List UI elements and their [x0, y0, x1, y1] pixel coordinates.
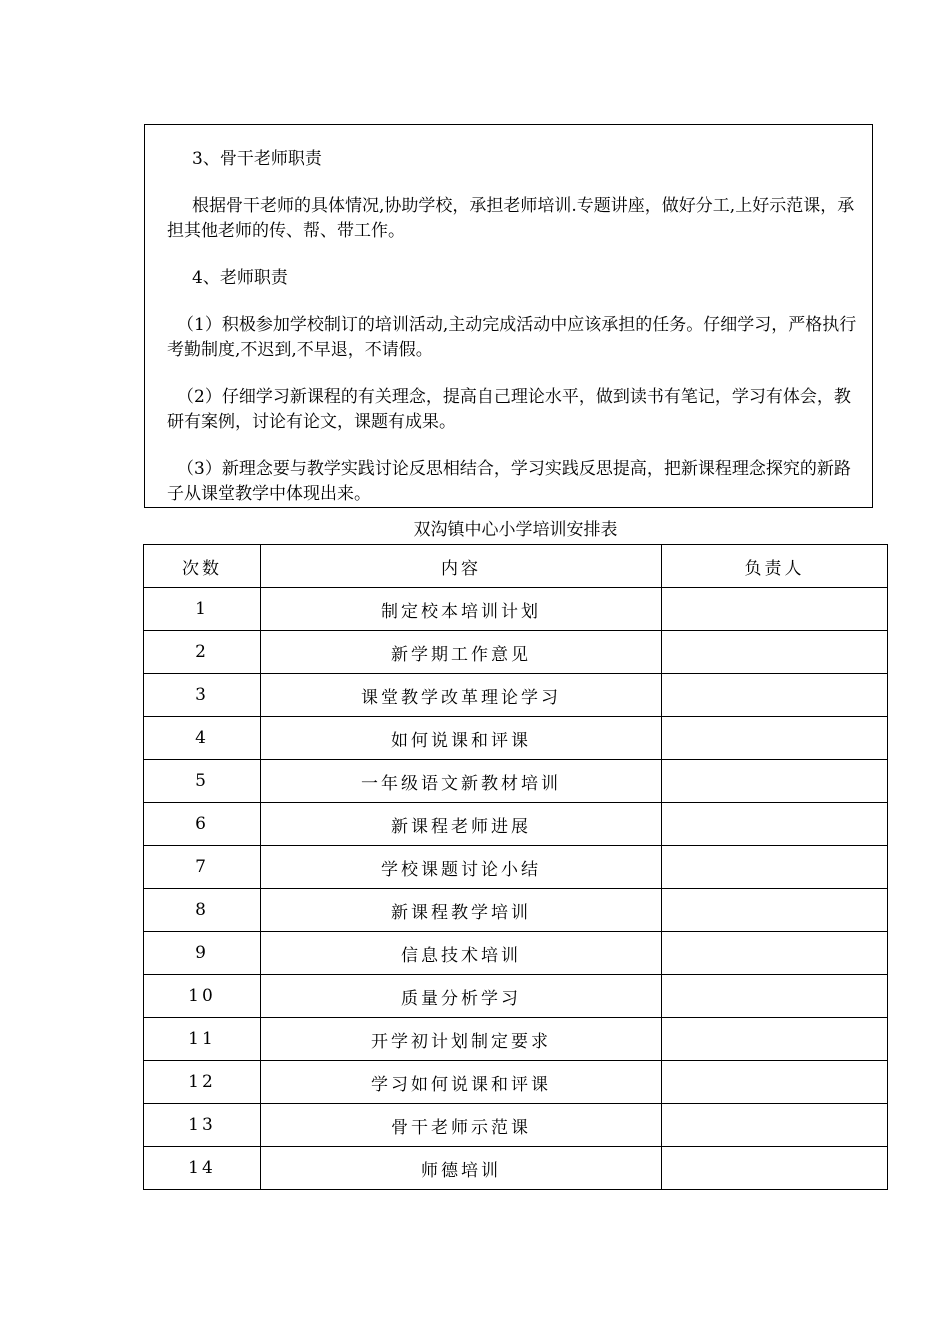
cell-number: 13	[144, 1104, 261, 1147]
cell-content: 如何说课和评课	[261, 717, 662, 760]
cell-person	[662, 932, 888, 975]
cell-content: 新学期工作意见	[261, 631, 662, 674]
cell-content: 制定校本培训计划	[261, 588, 662, 631]
cell-content: 新课程教学培训	[261, 889, 662, 932]
cell-number: 6	[144, 803, 261, 846]
teacher-item-1: （1）积极参加学校制订的培训活动,主动完成活动中应该承担的任务。仔细学习，严格执行考勤制度,不迟到,不早退，不请假。	[167, 315, 857, 360]
cell-person	[662, 760, 888, 803]
cell-number: 8	[144, 889, 261, 932]
cell-person	[662, 889, 888, 932]
header-number: 次数	[144, 545, 261, 588]
cell-content: 质量分析学习	[261, 975, 662, 1018]
cell-person	[662, 846, 888, 889]
table-row	[144, 1104, 888, 1147]
table-row	[144, 631, 888, 674]
table-row	[144, 760, 888, 803]
cell-person	[662, 1147, 888, 1190]
cell-person	[662, 803, 888, 846]
table-row	[144, 588, 888, 631]
cell-content: 课堂教学改革理论学习	[261, 674, 662, 717]
backbone-text: 根据骨干老师的具体情况,协助学校，承担老师培训.专题讲座，做好分工,上好示范课，承担其他老师的传、帮、带工作。	[167, 196, 855, 241]
cell-number: 3	[144, 674, 261, 717]
backbone-heading: 3、骨干老师职责	[192, 149, 322, 169]
cell-number: 1	[144, 588, 261, 631]
header-content: 内容	[261, 545, 662, 588]
cell-person	[662, 1104, 888, 1147]
cell-number: 5	[144, 760, 261, 803]
cell-content: 开学初计划制定要求	[261, 1018, 662, 1061]
table-header-row	[144, 545, 888, 588]
cell-person	[662, 588, 888, 631]
cell-content: 学校课题讨论小结	[261, 846, 662, 889]
cell-number: 11	[144, 1018, 261, 1061]
table-row	[144, 846, 888, 889]
duties-box	[144, 124, 873, 508]
teacher-heading: 4、老师职责	[192, 268, 288, 288]
cell-person	[662, 674, 888, 717]
table-row	[144, 1018, 888, 1061]
table-row	[144, 889, 888, 932]
cell-content: 信息技术培训	[261, 932, 662, 975]
schedule-title: 双沟镇中心小学培训安排表	[413, 520, 618, 540]
schedule-table	[143, 544, 888, 1190]
cell-content: 一年级语文新教材培训	[261, 760, 662, 803]
table-row	[144, 1061, 888, 1104]
cell-number: 2	[144, 631, 261, 674]
cell-content: 新课程老师进展	[261, 803, 662, 846]
cell-number: 9	[144, 932, 261, 975]
cell-person	[662, 975, 888, 1018]
table-row	[144, 975, 888, 1018]
cell-person	[662, 717, 888, 760]
teacher-item-3: （3）新理念要与教学实践讨论反思相结合，学习实践反思提高，把新课程理念探究的新路子从课堂教学中体现出来。	[167, 459, 851, 504]
cell-content: 骨干老师示范课	[261, 1104, 662, 1147]
cell-person	[662, 1061, 888, 1104]
cell-person	[662, 1018, 888, 1061]
header-person: 负责人	[662, 545, 888, 588]
cell-number: 12	[144, 1061, 261, 1104]
table-row	[144, 717, 888, 760]
table-row	[144, 1147, 888, 1190]
table-row	[144, 803, 888, 846]
cell-content: 师德培训	[261, 1147, 662, 1190]
cell-number: 10	[144, 975, 261, 1018]
cell-content: 学习如何说课和评课	[261, 1061, 662, 1104]
table-row	[144, 932, 888, 975]
cell-number: 14	[144, 1147, 261, 1190]
teacher-item-2: （2）仔细学习新课程的有关理念，提高自己理论水平，做到读书有笔记，学习有体会，教研有案例，讨论有论文，课题有成果。	[167, 387, 851, 432]
table-body	[144, 588, 888, 1190]
cell-number: 7	[144, 846, 261, 889]
table-row	[144, 674, 888, 717]
cell-person	[662, 631, 888, 674]
cell-number: 4	[144, 717, 261, 760]
